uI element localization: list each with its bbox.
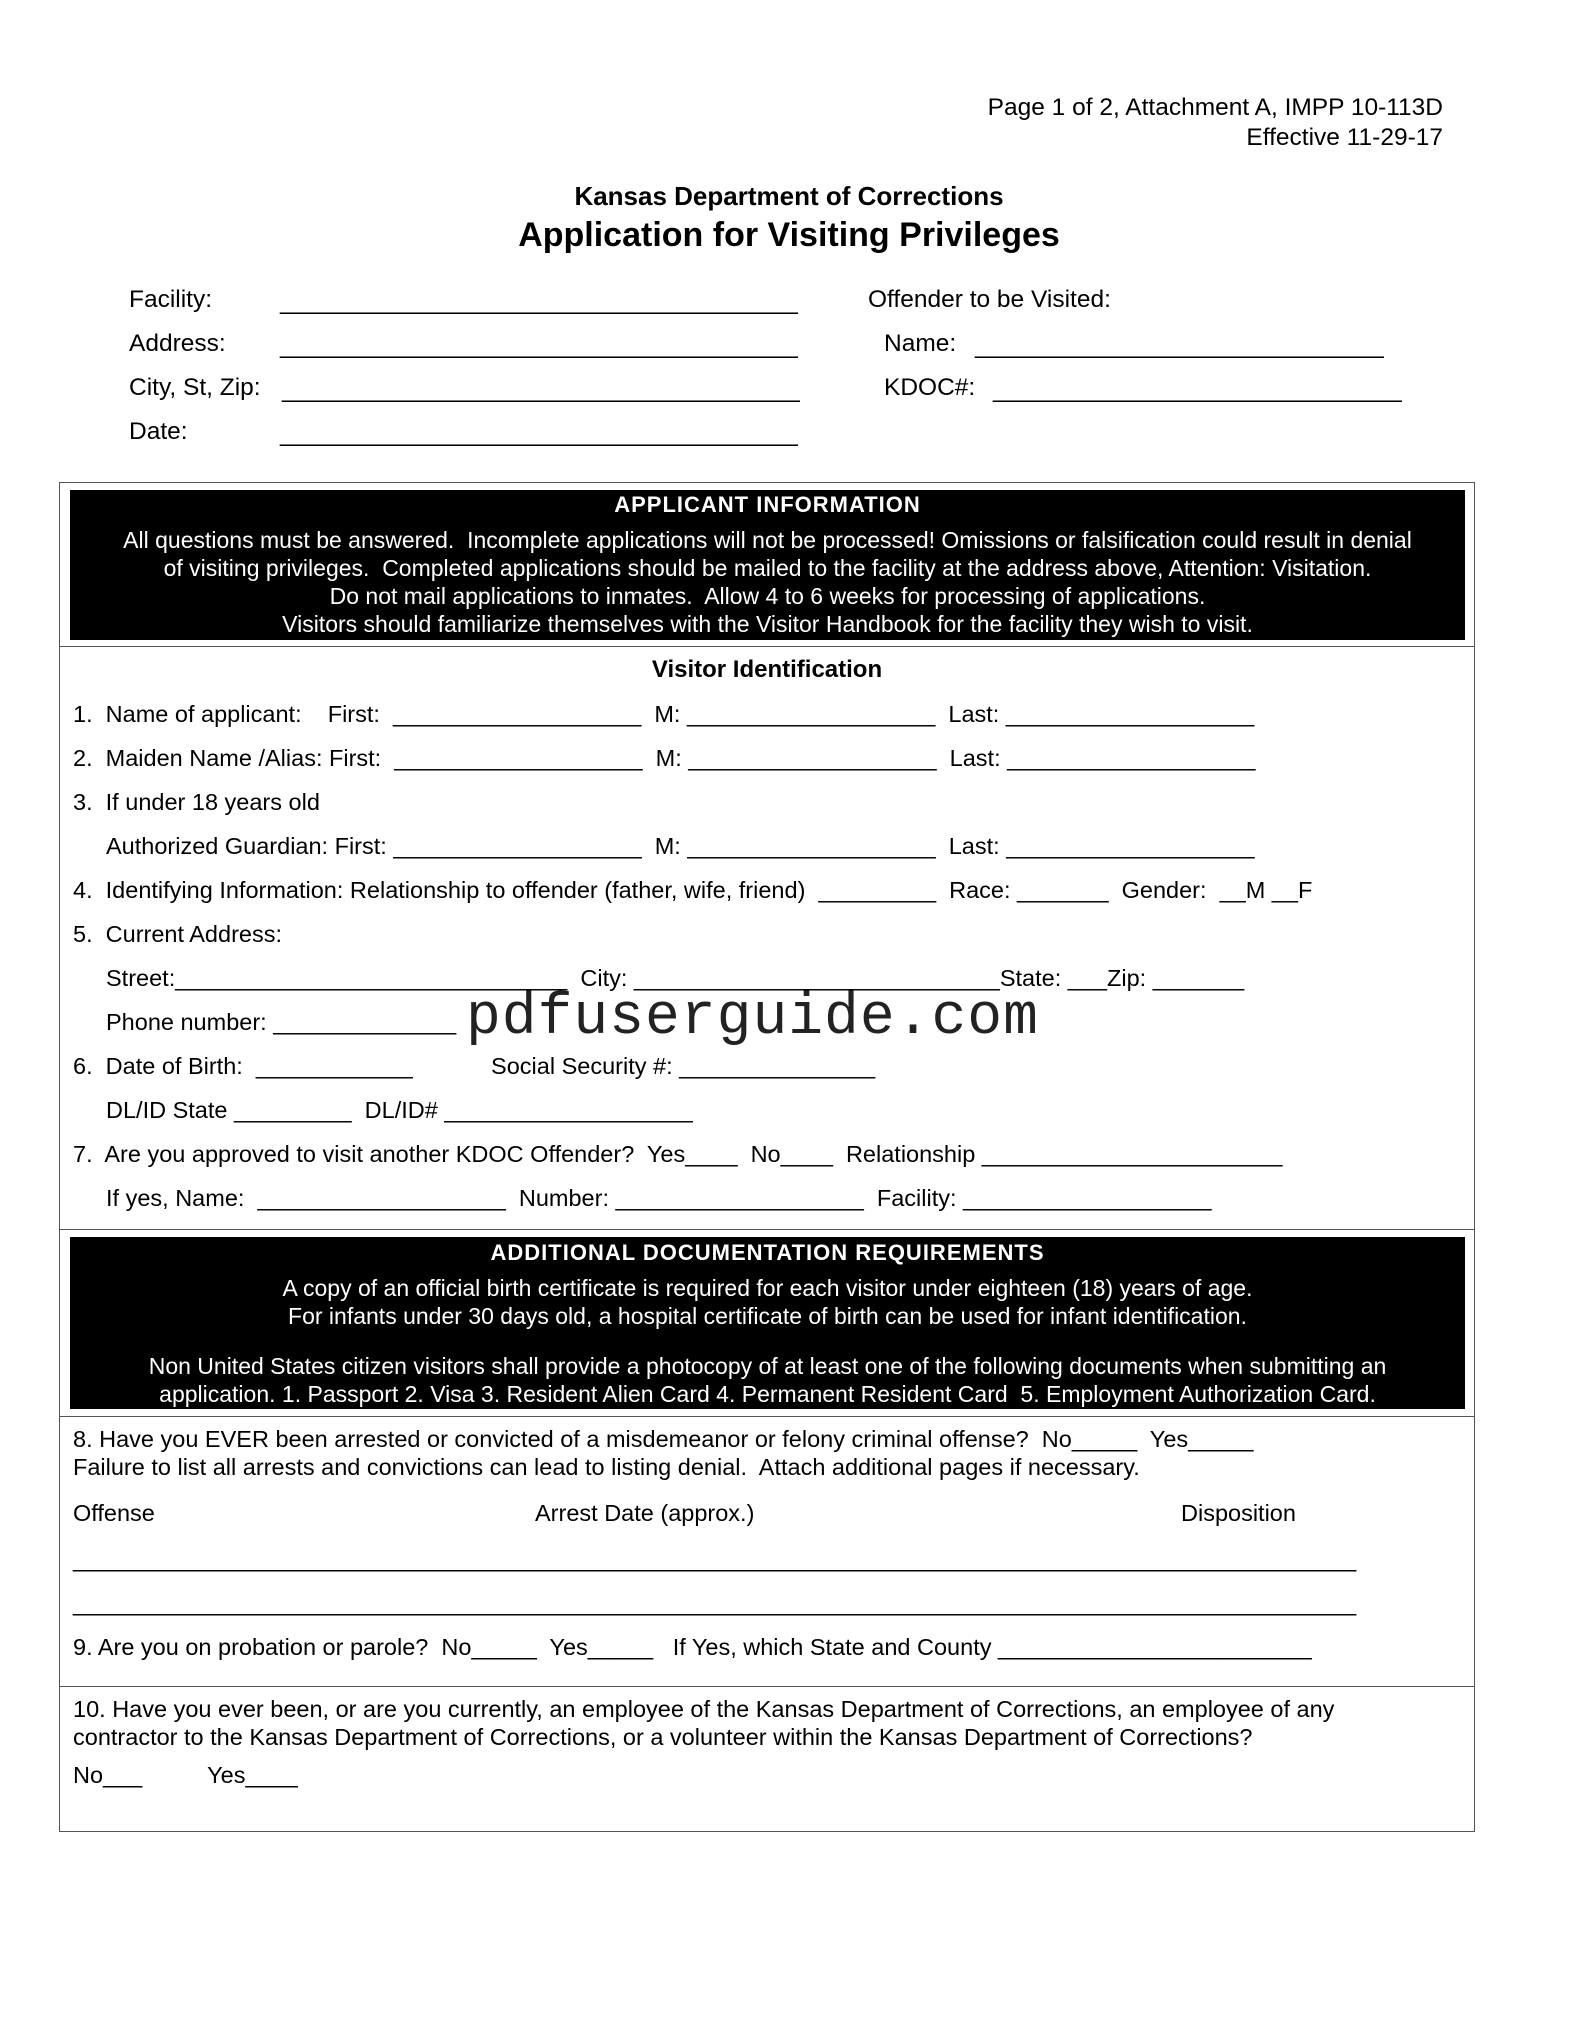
applicant-name-row[interactable]: 1. Name of applicant: First: ___________________ M: ___________________ Last: ___________________: [73, 701, 1255, 727]
visitor-identification-heading: Visitor Identification: [651, 656, 883, 683]
address-field[interactable]: ______________________________________: [280, 332, 798, 359]
divider: [59, 646, 1475, 647]
identifying-info-row[interactable]: 4. Identifying Information: Relationship to offender (father, wife, friend) _________ Race: _______ Gender: __M __F: [73, 877, 1313, 903]
applicant-info-line: of visiting privileges. Completed applications should be mailed to the facility at the address above, Attention: Visitation.: [163, 555, 1372, 581]
applicant-information-section: [70, 490, 1465, 640]
street-address-row[interactable]: Street:______________________________ City: ____________________________State: ___Zip: _______: [106, 965, 1245, 991]
offender-name-label: Name:: [884, 330, 957, 357]
documentation-line: A copy of an official birth certificate is required for each visitor under eighteen (18) years of age.: [282, 1275, 1253, 1301]
employment-answer[interactable]: No___ Yes____: [73, 1762, 298, 1788]
date-field[interactable]: ______________________________________: [280, 420, 798, 447]
divider: [59, 1229, 1475, 1230]
probation-question[interactable]: 9. Are you on probation or parole? No_____ Yes_____ If Yes, which State and County ________________________: [73, 1634, 1312, 1660]
disposition-column-label: Disposition: [1181, 1500, 1296, 1526]
city-state-zip-label: City, St, Zip:: [129, 374, 261, 401]
applicant-info-line: Do not mail applications to inmates. Allow 4 to 6 weeks for processing of applications.: [329, 583, 1206, 609]
documentation-line: application. 1. Passport 2. Visa 3. Resident Alien Card 4. Permanent Resident Card 5. Employment Authorization Card.: [159, 1381, 1376, 1407]
address-label: Address:: [129, 330, 226, 357]
additional-documentation-section: [70, 1237, 1465, 1409]
maiden-name-row[interactable]: 2. Maiden Name /Alias: First: ___________________ M: ___________________ Last: ___________________: [73, 745, 1256, 771]
dob-ssn-row[interactable]: 6. Date of Birth: ____________ Social Security #: _______________: [73, 1053, 876, 1079]
city-state-zip-field[interactable]: ______________________________________: [282, 376, 800, 403]
department-name: Kansas Department of Corrections: [574, 181, 1004, 211]
offense-column-label: Offense: [73, 1500, 155, 1526]
facility-label: Facility:: [129, 286, 213, 313]
arrest-date-column-label: Arrest Date (approx.): [535, 1500, 755, 1526]
other-offender-row[interactable]: 7. Are you approved to visit another KDOC Offender? Yes____ No____ Relationship _______________________: [73, 1141, 1283, 1167]
offender-heading: Offender to be Visited:: [868, 286, 1111, 313]
documentation-line: Non United States citizen visitors shall provide a photocopy of at least one of the following documents when submitting an: [148, 1353, 1387, 1379]
other-offender-details-row[interactable]: If yes, Name: ___________________ Number: ___________________ Facility: ___________________: [106, 1185, 1212, 1211]
phone-number-row[interactable]: Phone number: ______________: [106, 1009, 457, 1035]
watermark: pdfuserguide.com: [466, 986, 1039, 1051]
offender-name-field[interactable]: ______________________________: [975, 332, 1384, 359]
dl-id-row[interactable]: DL/ID State _________ DL/ID# ___________________: [106, 1097, 693, 1123]
arrest-note: Failure to list all arrests and convictions can lead to listing denial. Attach additional pages if necessary.: [73, 1454, 1140, 1480]
effective-date: Effective 11-29-17: [1246, 124, 1443, 151]
offense-entry-line[interactable]: ________________________________________________________________________________________________: [73, 1546, 1357, 1572]
applicant-info-line: Visitors should familiarize themselves with the Visitor Handbook for the facility they wish to visit.: [282, 611, 1253, 637]
offense-entry-line[interactable]: ________________________________________________________________________________________________: [73, 1590, 1357, 1616]
kdoc-number-label: KDOC#:: [884, 374, 976, 401]
additional-documentation-heading: ADDITIONAL DOCUMENTATION REQUIREMENTS: [490, 1240, 1045, 1265]
applicant-information-heading: APPLICANT INFORMATION: [614, 492, 921, 517]
guardian-name-row[interactable]: Authorized Guardian: First: ___________________ M: ___________________ Last: ___________________: [106, 833, 1255, 859]
date-label: Date:: [129, 418, 188, 445]
page-reference: Page 1 of 2, Attachment A, IMPP 10-113D: [987, 94, 1443, 121]
under-18-label: 3. If under 18 years old: [73, 789, 320, 815]
applicant-info-line: All questions must be answered. Incomplete applications will not be processed! Omissions or falsification could result in denial: [123, 527, 1412, 553]
divider: [59, 1416, 1475, 1417]
kdoc-number-field[interactable]: ______________________________: [993, 376, 1402, 403]
divider: [59, 1686, 1475, 1687]
employment-question-line2: contractor to the Kansas Department of Corrections, or a volunteer within the Kansas Department of Corrections?: [73, 1724, 1253, 1750]
documentation-line: For infants under 30 days old, a hospital certificate of birth can be used for infant identification.: [288, 1303, 1247, 1329]
form-title: Application for Visiting Privileges: [518, 216, 1060, 254]
arrest-question[interactable]: 8. Have you EVER been arrested or convicted of a misdemeanor or felony criminal offense? No_____ Yes_____: [73, 1426, 1254, 1452]
current-address-label: 5. Current Address:: [73, 921, 282, 947]
employment-question-line1: 10. Have you ever been, or are you currently, an employee of the Kansas Department of Corrections, an employee of any: [73, 1696, 1335, 1722]
facility-field[interactable]: ______________________________________: [280, 288, 798, 315]
